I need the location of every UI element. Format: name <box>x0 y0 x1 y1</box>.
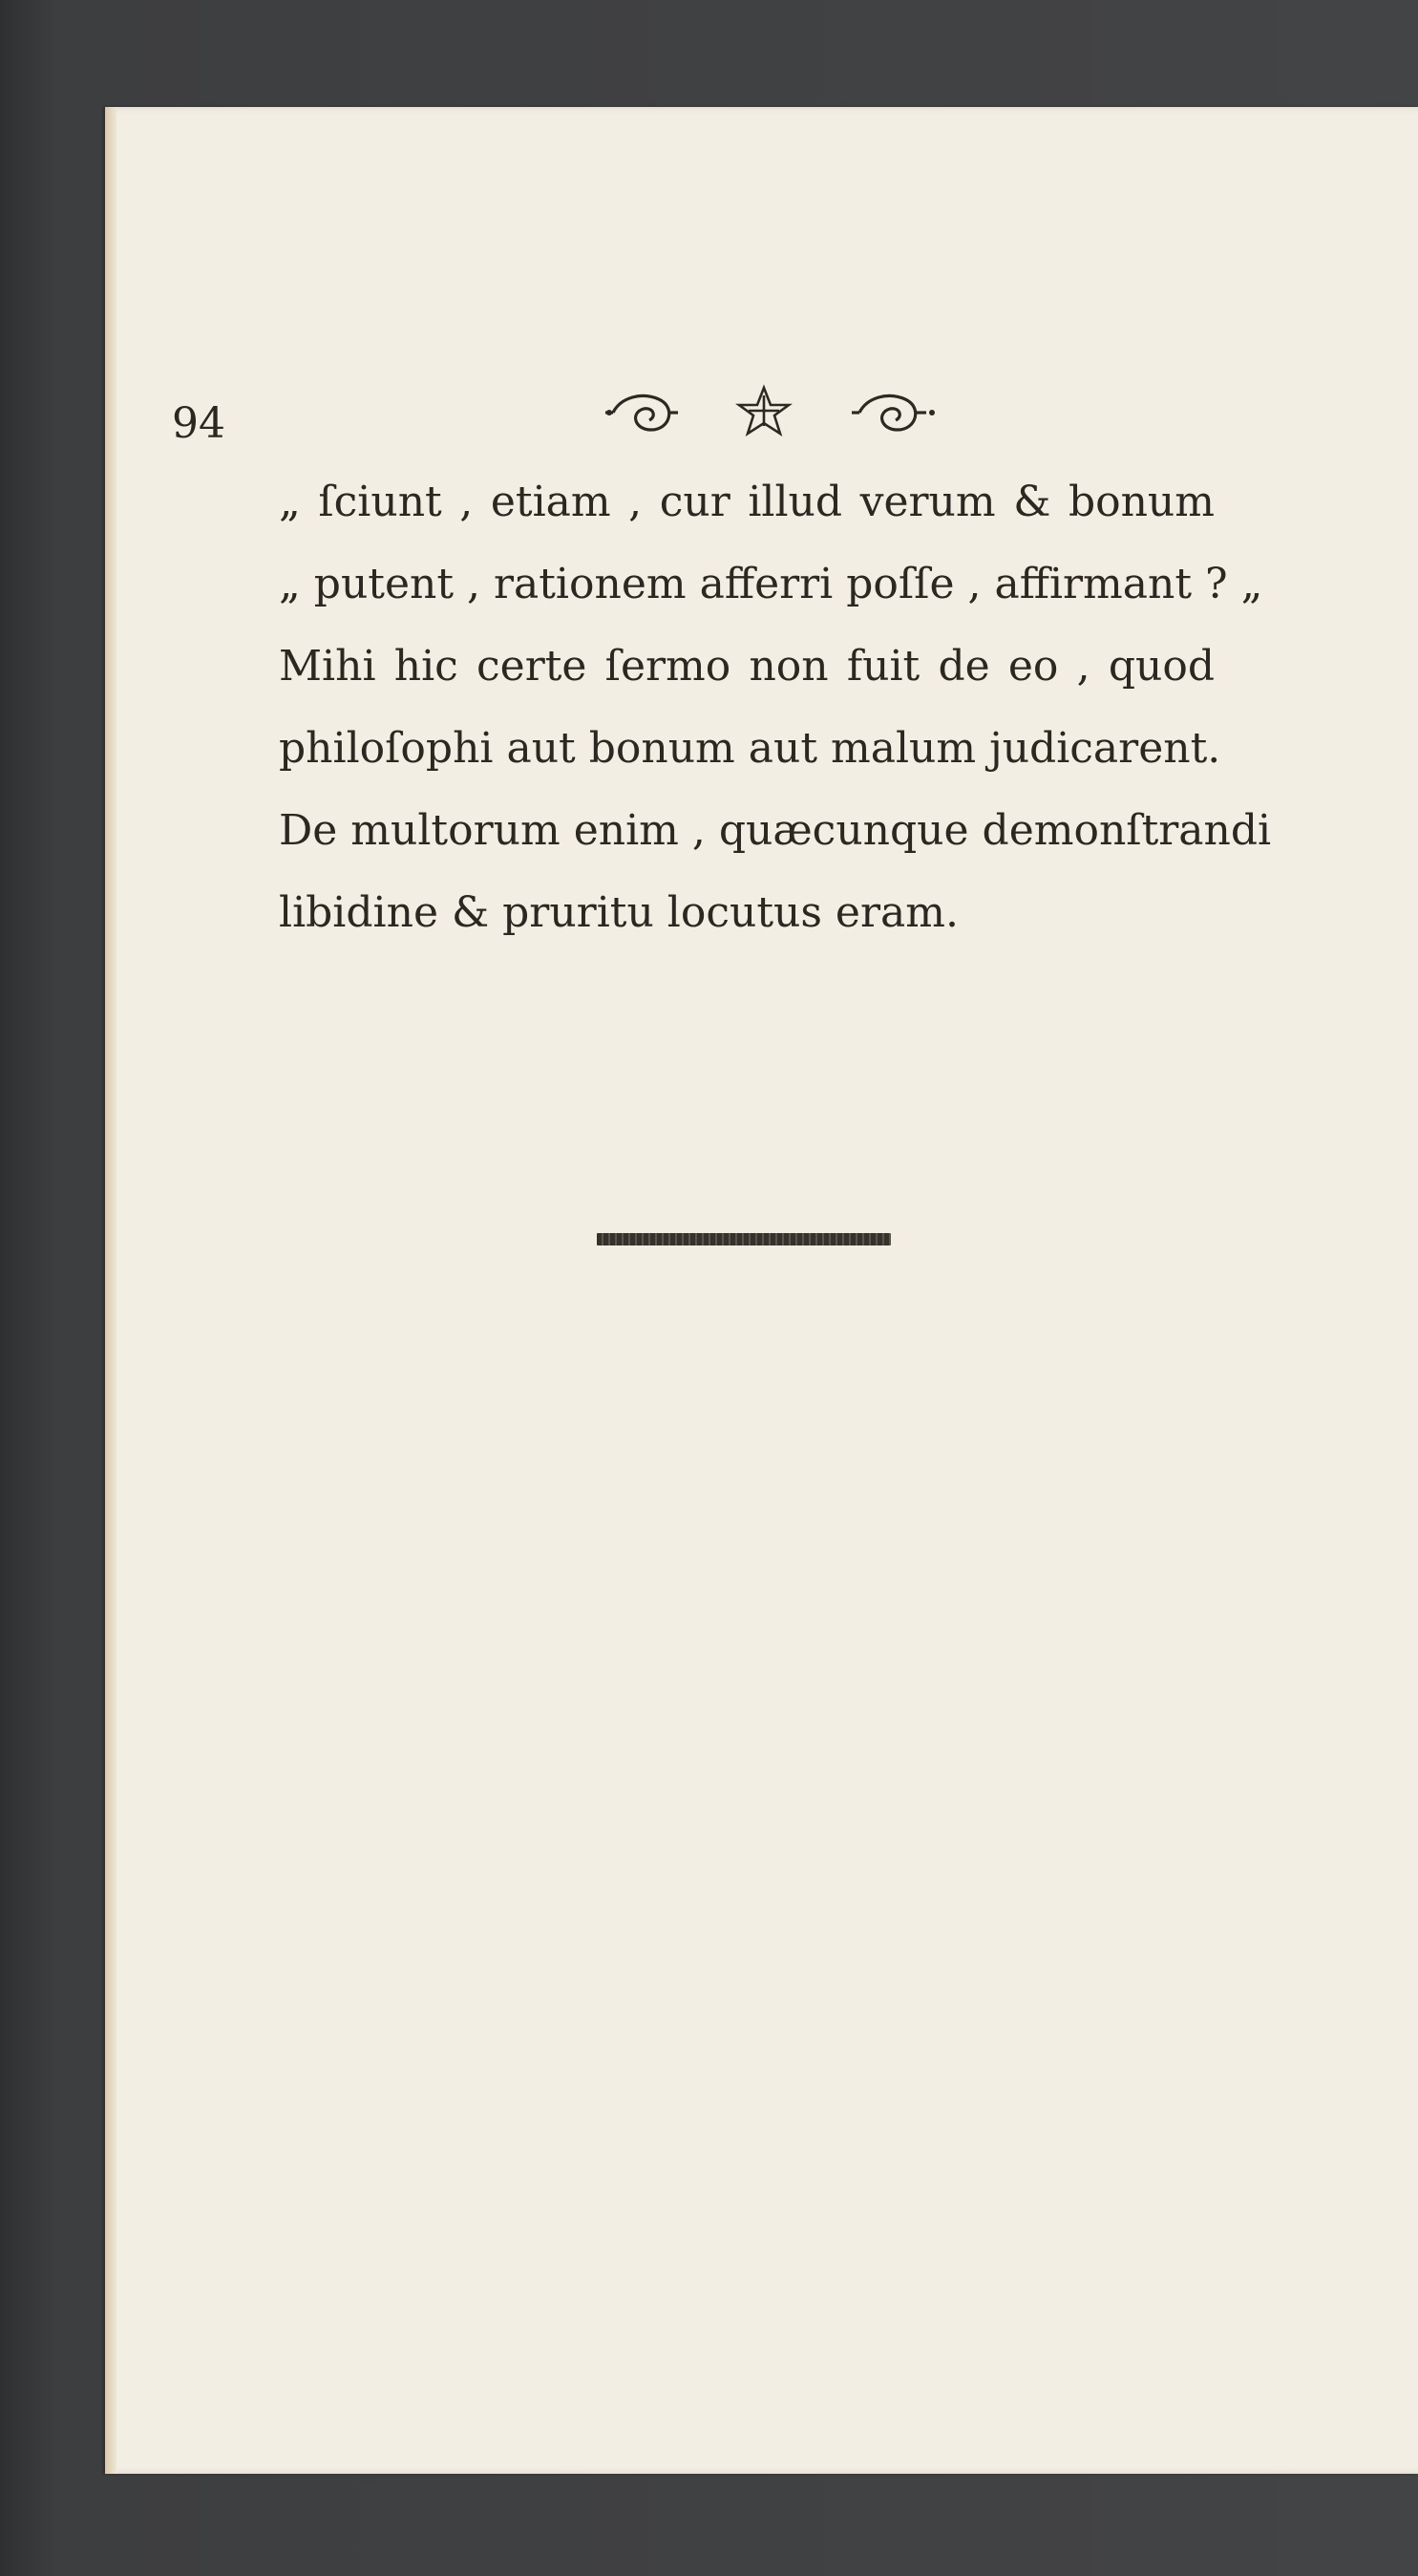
page-body-text <box>279 461 1272 954</box>
bleed-through-texture <box>372 938 1327 2323</box>
page-gutter <box>105 107 116 2474</box>
section-divider-rule <box>597 1233 891 1245</box>
star-ornament-icon <box>602 371 945 447</box>
text-line: „ ſciunt , etiam , cur illud verum & bonum <box>279 478 1215 526</box>
text-line: De multorum enim , quæcunque demonſtrandi <box>279 806 1272 855</box>
text-line: „ putent , rationem afferri poſſe , affirmant ? „ <box>279 560 1263 608</box>
page-header <box>172 371 1222 447</box>
page-number: 94 <box>172 399 225 448</box>
text-line: philoſophi aut bonum aut malum judicarent. <box>279 724 1221 773</box>
text-line: libidine & pruritu locutus eram. <box>279 888 959 937</box>
text-line: Mihi hic certe ſermo non fuit de eo , quod <box>279 642 1215 691</box>
